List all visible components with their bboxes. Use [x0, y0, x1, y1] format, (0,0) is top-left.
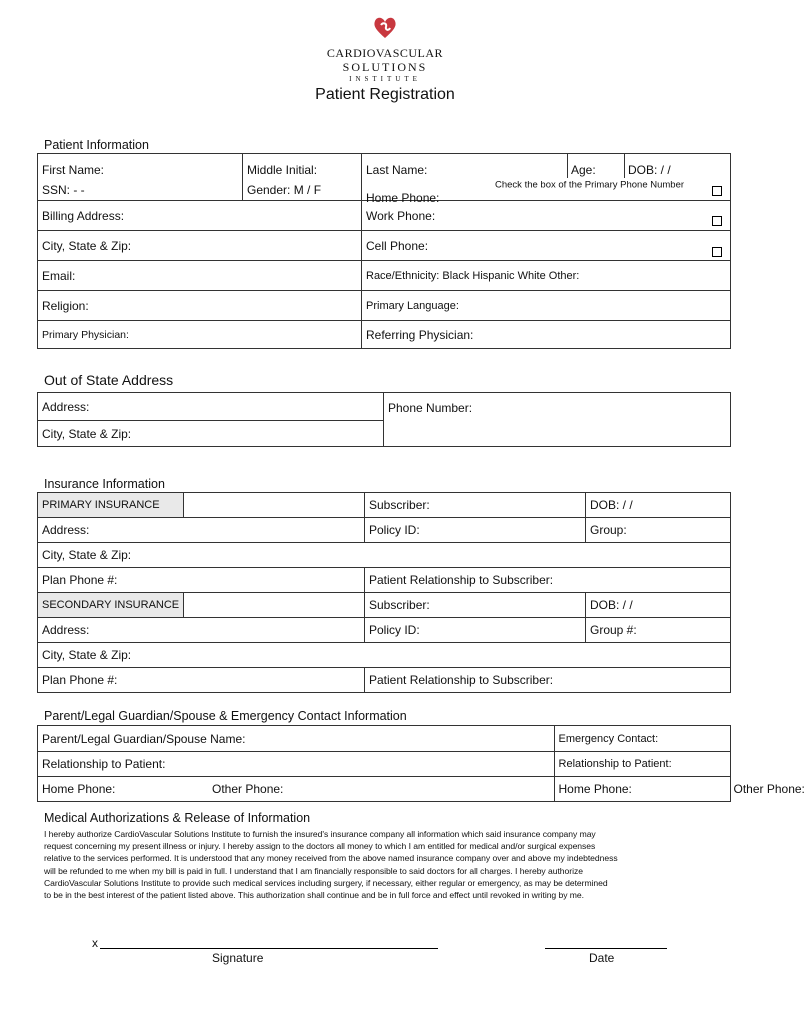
date-label: Date: [589, 951, 615, 965]
section-insurance: Insurance Information: [44, 477, 165, 491]
work-phone-primary-checkbox[interactable]: [712, 216, 722, 226]
primary-subscriber-field[interactable]: Subscriber:: [369, 498, 430, 512]
ssn-field[interactable]: SSN: - -: [42, 183, 85, 197]
secondary-city-field[interactable]: City, State & Zip:: [42, 648, 132, 662]
middle-initial-field[interactable]: Middle Initial:: [247, 163, 318, 177]
city-state-zip-field[interactable]: City, State & Zip:: [42, 238, 132, 253]
oos-address-field[interactable]: Address:: [42, 399, 90, 414]
guardian-name-field[interactable]: Parent/Legal Guardian/Spouse Name:: [42, 731, 246, 746]
guardian-table: [37, 725, 805, 802]
signature-label: Signature: [212, 951, 264, 965]
primary-plan-phone-field[interactable]: Plan Phone #:: [42, 573, 118, 587]
primary-group-field[interactable]: Group:: [590, 523, 627, 537]
primary-policy-field[interactable]: Policy ID:: [369, 523, 420, 537]
emergency-other-phone-field[interactable]: Other Phone:: [733, 782, 805, 796]
authorization-line: to be in the best interest of the patient listed above. This authorization shall continue and be in full force and effect until revoked in writing by me.: [44, 890, 584, 901]
age-field[interactable]: Age:: [571, 163, 596, 177]
guardian-relationship-field[interactable]: Relationship to Patient:: [42, 757, 166, 771]
referring-physician-field[interactable]: Referring Physician:: [366, 327, 474, 342]
out-of-state-table: [37, 392, 731, 447]
cell-phone-primary-checkbox[interactable]: [712, 247, 722, 257]
last-name-field[interactable]: Last Name:: [366, 163, 428, 177]
secondary-plan-phone-field[interactable]: Plan Phone #:: [42, 673, 118, 687]
authorization-line: relative to the services performed. It is understood that any money received from the above named insurance company over and above my indebtedness: [44, 853, 618, 864]
primary-phone-note: Check the box of the Primary Phone Number: [495, 179, 685, 191]
billing-address-field[interactable]: Billing Address:: [42, 208, 125, 223]
secondary-insurance-label: SECONDARY INSURANCE: [42, 599, 180, 611]
patient-info-table: [37, 153, 731, 349]
authorization-line: I hereby authorize CardioVascular Solutions Institute to furnish the insured's insurance company all information which said insurance company may: [44, 829, 596, 839]
insurance-table: [37, 492, 731, 693]
section-guardian: Parent/Legal Guardian/Spouse & Emergency Contact Information: [44, 709, 407, 723]
secondary-relationship-field[interactable]: Patient Relationship to Subscriber:: [369, 673, 554, 687]
date-line[interactable]: [545, 948, 667, 949]
work-phone-field[interactable]: Work Phone:: [366, 208, 436, 223]
secondary-policy-field[interactable]: Policy ID:: [369, 623, 420, 637]
primary-insurance-label: PRIMARY INSURANCE: [42, 499, 160, 511]
section-authorization: Medical Authorizations & Release of Information: [44, 811, 311, 825]
primary-physician-field[interactable]: Primary Physician:: [42, 328, 129, 341]
religion-field[interactable]: Religion:: [42, 298, 89, 313]
emergency-relationship-field[interactable]: Relationship to Patient:: [558, 758, 672, 770]
logo-line3: INSTITUTE: [349, 75, 421, 83]
dob-field[interactable]: DOB: / /: [628, 163, 671, 177]
email-field[interactable]: Email:: [42, 268, 76, 283]
secondary-subscriber-field[interactable]: Subscriber:: [369, 598, 430, 612]
logo-line1: CARDIOVASCULAR: [326, 46, 444, 60]
oos-city-field[interactable]: City, State & Zip:: [42, 426, 132, 441]
secondary-group-field[interactable]: Group #:: [590, 623, 637, 637]
signature-line[interactable]: [100, 948, 438, 949]
cell-phone-field[interactable]: Cell Phone:: [366, 238, 429, 253]
primary-relationship-field[interactable]: Patient Relationship to Subscriber:: [369, 573, 554, 587]
secondary-insurance-name-field[interactable]: [184, 593, 365, 618]
page-title: Patient Registration: [315, 86, 455, 103]
logo-line2: SOLUTIONS: [342, 60, 428, 74]
oos-phone-field[interactable]: Phone Number:: [388, 401, 473, 415]
gender-field[interactable]: Gender: M / F: [247, 183, 322, 197]
authorization-line: will be refunded to me when my bill is paid in full. I understand that I am financially responsible to said doctors for all charges. I hereby authorize: [44, 865, 583, 876]
emergency-contact-field[interactable]: Emergency Contact:: [558, 732, 659, 745]
logo: [320, 16, 450, 86]
guardian-other-phone-field[interactable]: Other Phone:: [212, 782, 284, 796]
first-name-field[interactable]: First Name:: [42, 163, 105, 177]
race-ethnicity-field[interactable]: Race/Ethnicity: Black Hispanic White Other:: [366, 269, 580, 282]
heart-logo-icon: [372, 16, 398, 40]
authorization-text: [44, 828, 734, 901]
secondary-address-field[interactable]: Address:: [42, 623, 90, 637]
section-patient-info: Patient Information: [44, 138, 149, 152]
authorization-line: request concerning my present illness or injury. I hereby assign to the doctors all money to which I am entitled for medical and/or surgical expenses: [44, 841, 596, 852]
signature-x: x: [92, 936, 98, 950]
guardian-home-phone-field[interactable]: Home Phone:: [42, 782, 116, 796]
primary-dob-field[interactable]: DOB: / /: [590, 498, 633, 512]
home-phone-field[interactable]: Home Phone:: [366, 191, 440, 205]
emergency-home-phone-field[interactable]: Home Phone:: [558, 782, 632, 796]
primary-city-field[interactable]: City, State & Zip:: [42, 548, 132, 562]
home-phone-primary-checkbox[interactable]: [712, 186, 722, 196]
authorization-line: CardioVascular Solutions Institute to provide such medical services including surgery, if necessary, either regular or emergency, as may be determined: [44, 877, 608, 888]
primary-language-field[interactable]: Primary Language:: [366, 299, 459, 312]
primary-address-field[interactable]: Address:: [42, 523, 90, 537]
section-out-of-state: Out of State Address: [44, 372, 174, 388]
primary-insurance-name-field[interactable]: [184, 493, 365, 518]
secondary-dob-field[interactable]: DOB: / /: [590, 598, 633, 612]
